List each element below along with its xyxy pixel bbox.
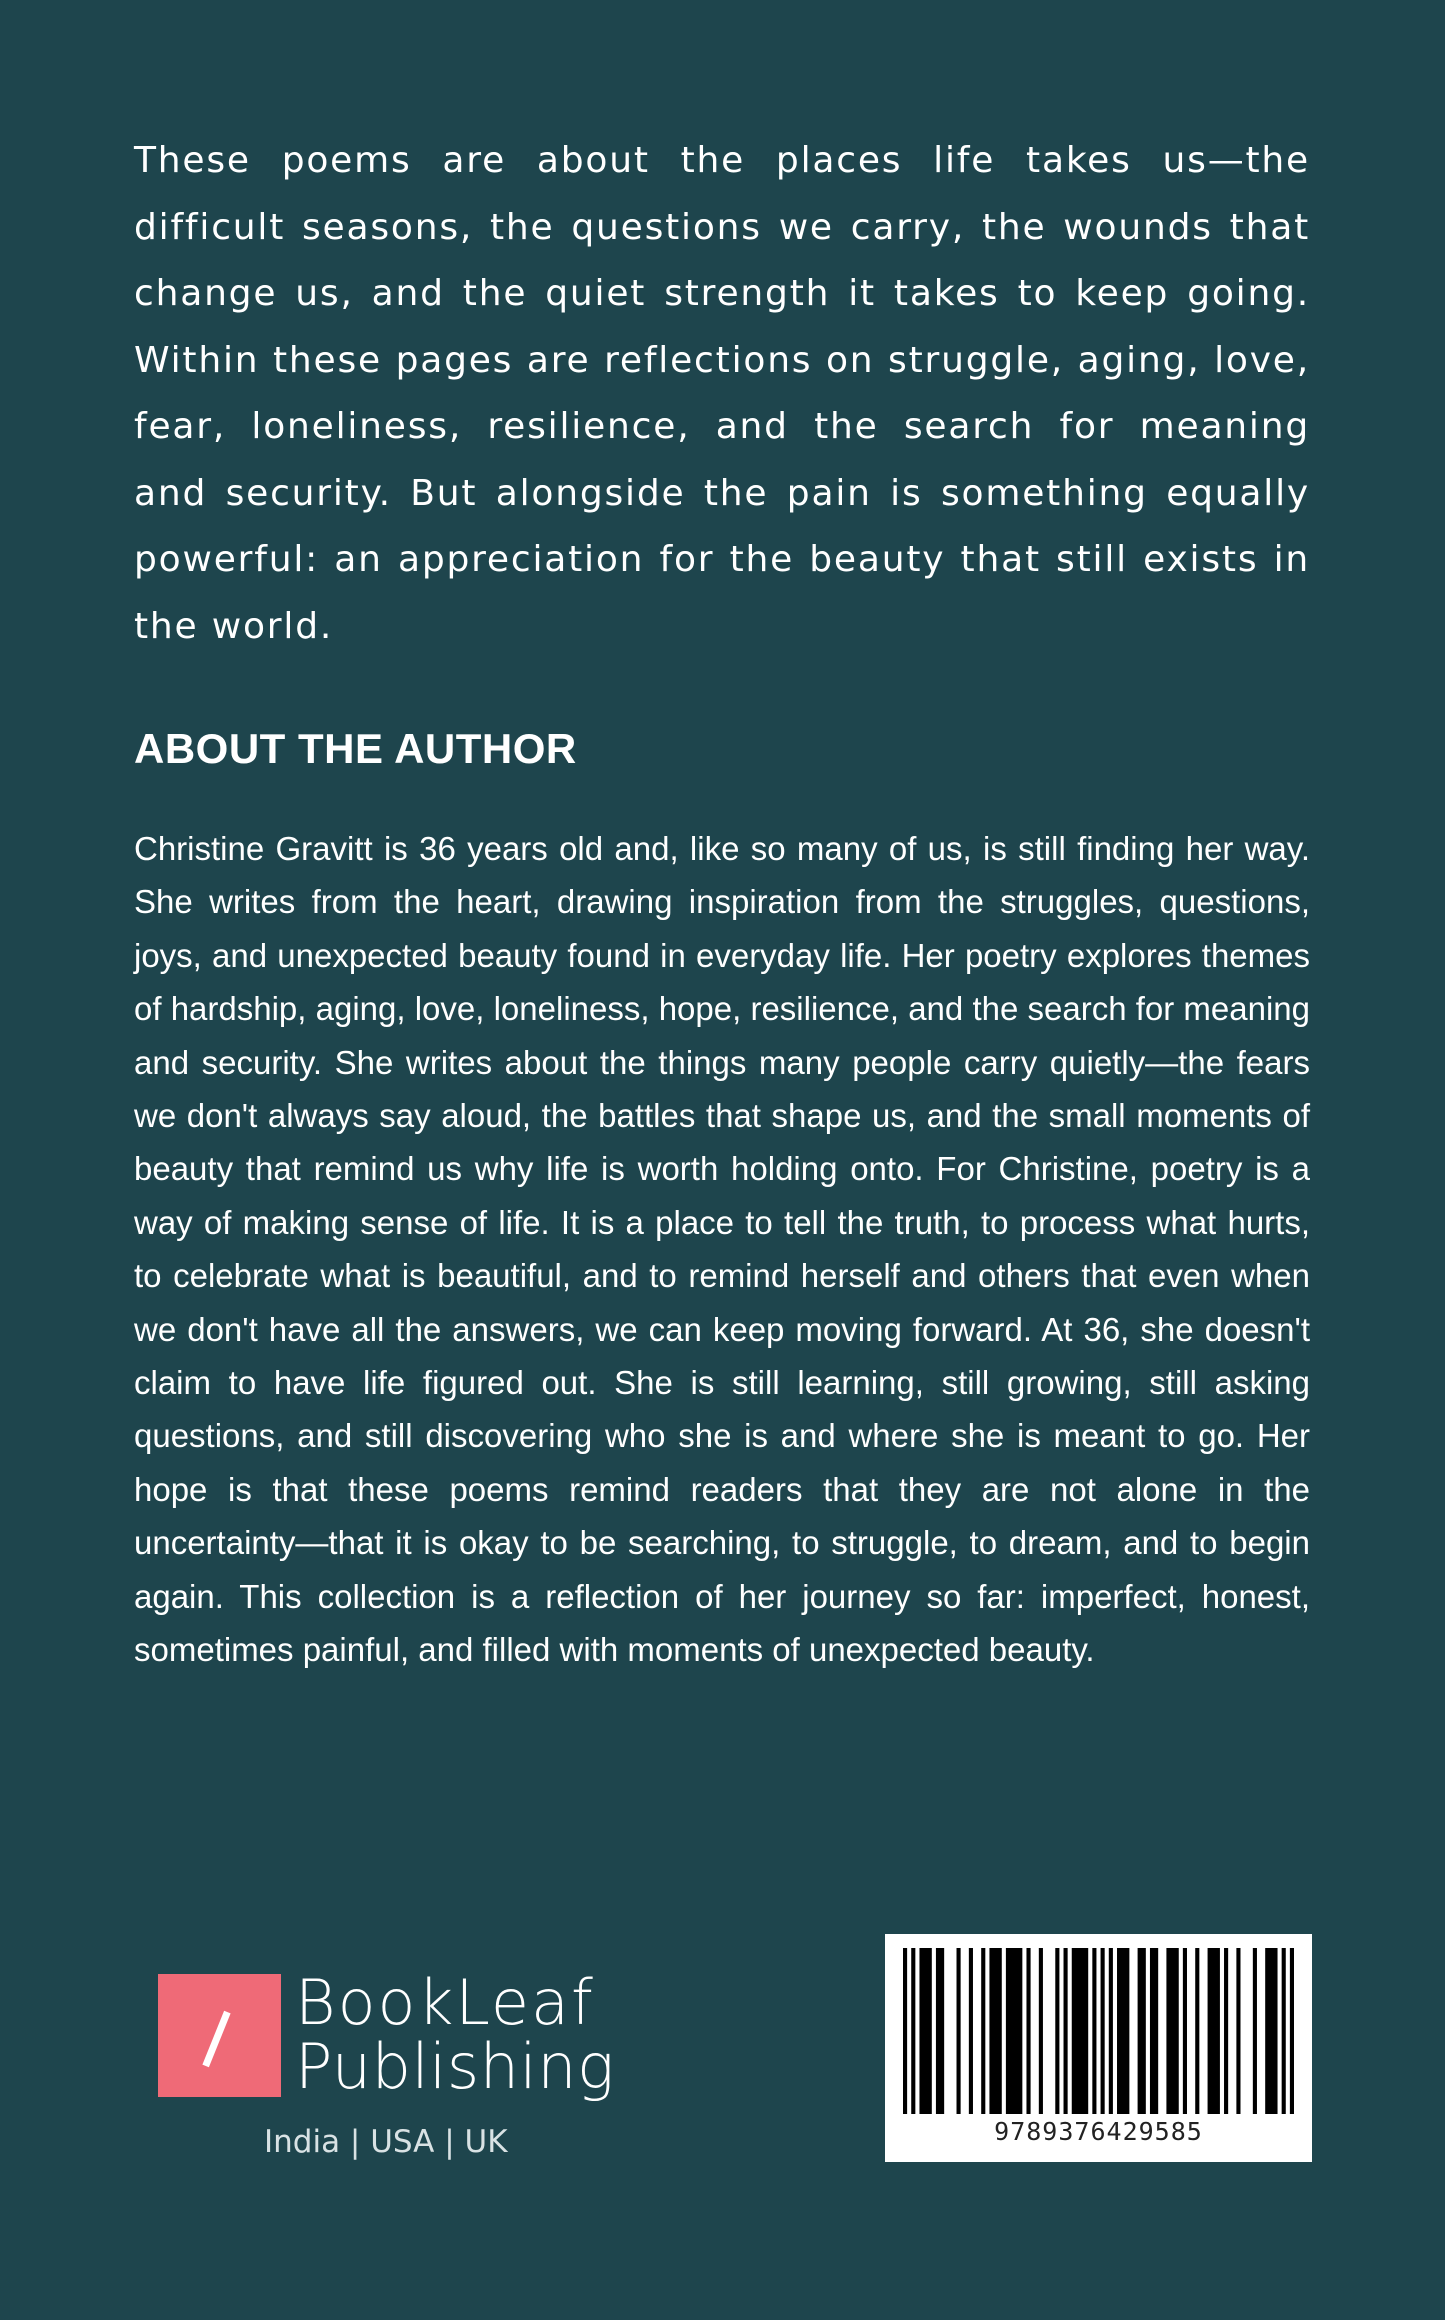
barcode-bar — [989, 1948, 1001, 2114]
barcode-bar — [919, 1948, 931, 2114]
barcode-bar — [1166, 1948, 1178, 2114]
barcode-bar — [1208, 1948, 1220, 2114]
back-cover-blurb: These poems are about the places life takes us—the difficult seasons, the questions we carry, the wounds that change us, and the quiet strength it takes to keep going. Within these pages are reflections on struggle, aging, love, fear, loneliness, resilience, and the search for meaning and security. But alongside the pain is something equally powerful: an appreciation for the beauty that still exists in the world. — [134, 140, 1310, 647]
publisher-name-line2: Publishing — [295, 2030, 615, 2103]
barcode-bar — [1265, 1948, 1277, 2114]
barcode-bar — [1290, 1948, 1294, 2114]
isbn-barcode — [885, 1934, 1312, 2162]
barcode-bar — [1150, 1948, 1158, 2114]
isbn-number: 9789376429585 — [994, 2117, 1203, 2146]
barcode-bar — [969, 1948, 973, 2114]
barcode-bar — [1224, 1948, 1228, 2114]
barcode-bar — [1183, 1948, 1187, 2114]
barcode-bar — [903, 1948, 907, 2114]
barcode-bar — [981, 1948, 985, 2114]
barcode-bar — [911, 1948, 915, 2114]
barcode-bars-icon — [903, 1948, 1294, 2114]
barcode-bar — [1101, 1948, 1105, 2114]
author-bio: Christine Gravitt is 36 years old and, like so many of us, is still finding her way. She writes from the heart, drawing inspiration from the struggles, questions, joys, and unexpected beauty found in everyday life. Her poetry explores themes of hardship, aging, love, loneliness, hope, resilience, and the search for meaning and security. She writes about the things many people carry quietly—the fears we don't always say aloud, the battles that shape us, and the small moments of beauty that remind us why life is worth holding onto. For Christine, poetry is a way of making sense of life. It is a place to tell the truth, to process what hurts, to celebrate what is beautiful, and to remind herself and others that even when we don't have all the answers, we can keep moving forward. At 36, she doesn't claim to have life figured out. She is still learning, still growing, still asking questions, and still discovering who she is and where she is meant to go. Her hope is that these poems remind readers that they are not alone in the uncertainty—that it is okay to be searching, to struggle, to dream, and to begin again. This collection is a reflection of her journey so far: imperfect, honest, sometimes painful, and filled with moments of unexpected beauty. — [134, 830, 1310, 1669]
publisher-regions: India | USA | UK — [264, 2124, 508, 2160]
barcode-bar — [1236, 1948, 1240, 2114]
barcode-bar — [936, 1948, 944, 2114]
publisher-mark-icon — [158, 1974, 281, 2097]
barcode-bar — [1138, 1948, 1146, 2114]
publisher-logo — [158, 1966, 618, 2174]
barcode-bar — [1039, 1948, 1043, 2114]
barcode-bar — [1064, 1948, 1068, 2114]
barcode-bar — [1282, 1948, 1286, 2114]
barcode-bar — [957, 1948, 961, 2114]
publisher-name-line1: BookLeaf — [295, 1966, 595, 2039]
barcode-bar — [1092, 1948, 1096, 2114]
barcode-bar — [1253, 1948, 1257, 2114]
barcode-bar — [1006, 1948, 1022, 2114]
barcode-bar — [1055, 1948, 1059, 2114]
barcode-bar — [1026, 1948, 1030, 2114]
barcode-bar — [1109, 1948, 1113, 2114]
about-author-heading: ABOUT THE AUTHOR — [134, 725, 577, 772]
barcode-bar — [1072, 1948, 1088, 2114]
barcode-bar — [1117, 1948, 1129, 2114]
barcode-bar — [1195, 1948, 1199, 2114]
slash-icon — [202, 2011, 230, 2067]
